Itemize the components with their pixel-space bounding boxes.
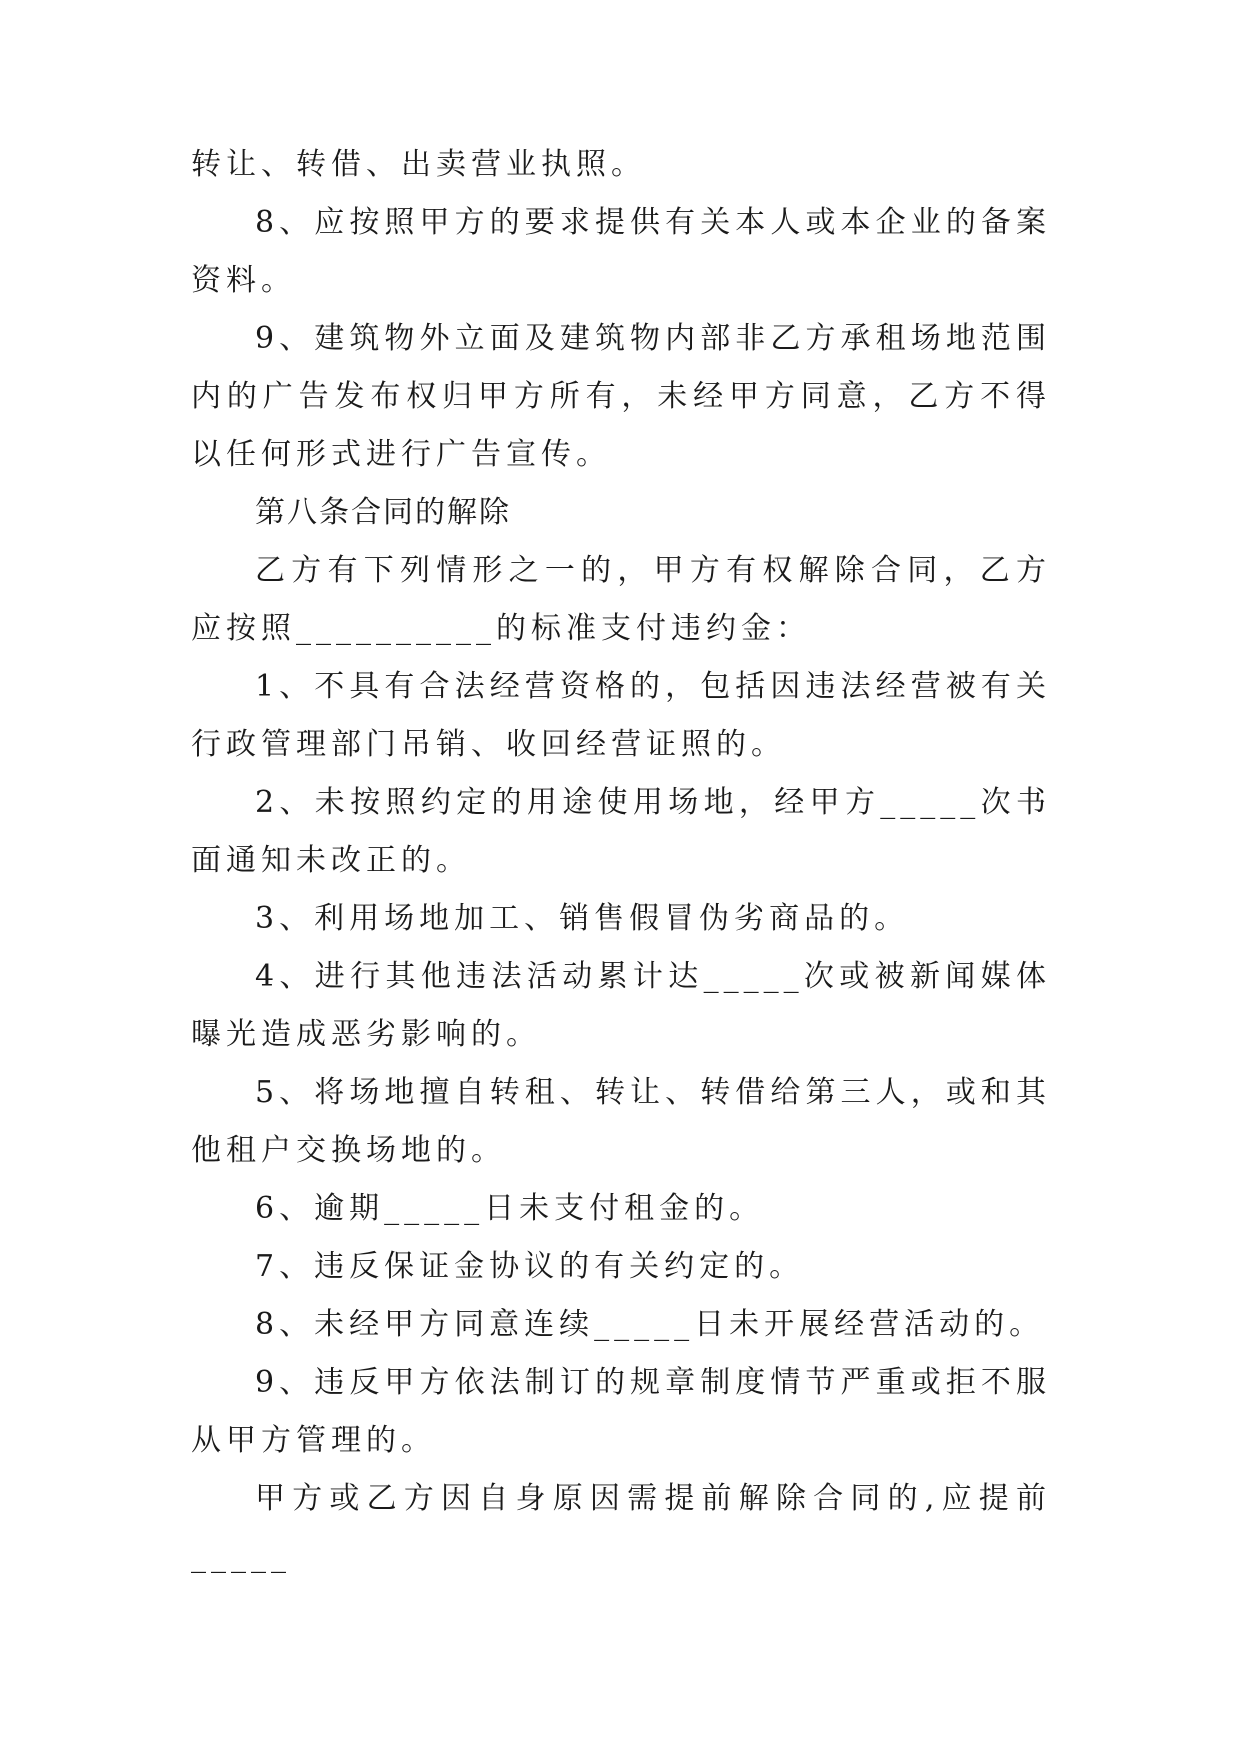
paragraph-clause-2: 2、未按照约定的用途使用场地，经甲方_____次书面通知未改正的。 bbox=[191, 785, 1051, 878]
paragraph-clause-7: 7、违反保证金协议的有关约定的。 bbox=[255, 1249, 805, 1284]
paragraph-clause-5: 5、将场地擅自转租、转让、转借给第三人，或和其他租户交换场地的。 bbox=[191, 1075, 1051, 1168]
paragraph-termination-intro: 乙方有下列情形之一的，甲方有权解除合同，乙方应按照__________的标准支付违约金： bbox=[191, 553, 1051, 646]
paragraph-clause-4: 4、进行其他违法活动累计达_____次或被新闻媒体曝光造成恶劣影响的。 bbox=[191, 959, 1051, 1052]
paragraph-clause-6: 6、逾期_____日未支付租金的。 bbox=[255, 1191, 765, 1226]
section-heading-article-8: 第八条合同的解除 bbox=[255, 495, 511, 530]
paragraph-clause-9: 9、违反甲方依法制订的规章制度情节严重或拒不服从甲方管理的。 bbox=[191, 1365, 1051, 1458]
paragraph-item-8-filing: 8、应按照甲方的要求提供有关本人或本企业的备案资料。 bbox=[191, 205, 1051, 298]
paragraph-clause-1: 1、不具有合法经营资格的，包括因违法经营被有关行政管理部门吊销、收回经营证照的。 bbox=[191, 669, 1051, 762]
paragraph-early-termination: 甲方或乙方因自身原因需提前解除合同的,应提前_____ bbox=[191, 1481, 1051, 1574]
paragraph-transfer-license: 转让、转借、出卖营业执照。 bbox=[191, 147, 646, 182]
paragraph-item-9-advertising: 9、建筑物外立面及建筑物内部非乙方承租场地范围内的广告发布权归甲方所有，未经甲方同意，乙方不得以任何形式进行广告宣传。 bbox=[191, 321, 1051, 472]
document-page bbox=[191, 136, 1051, 1586]
paragraph-clause-3: 3、利用场地加工、销售假冒伪劣商品的。 bbox=[255, 901, 910, 936]
paragraph-clause-8: 8、未经甲方同意连续_____日未开展经营活动的。 bbox=[255, 1307, 1045, 1342]
